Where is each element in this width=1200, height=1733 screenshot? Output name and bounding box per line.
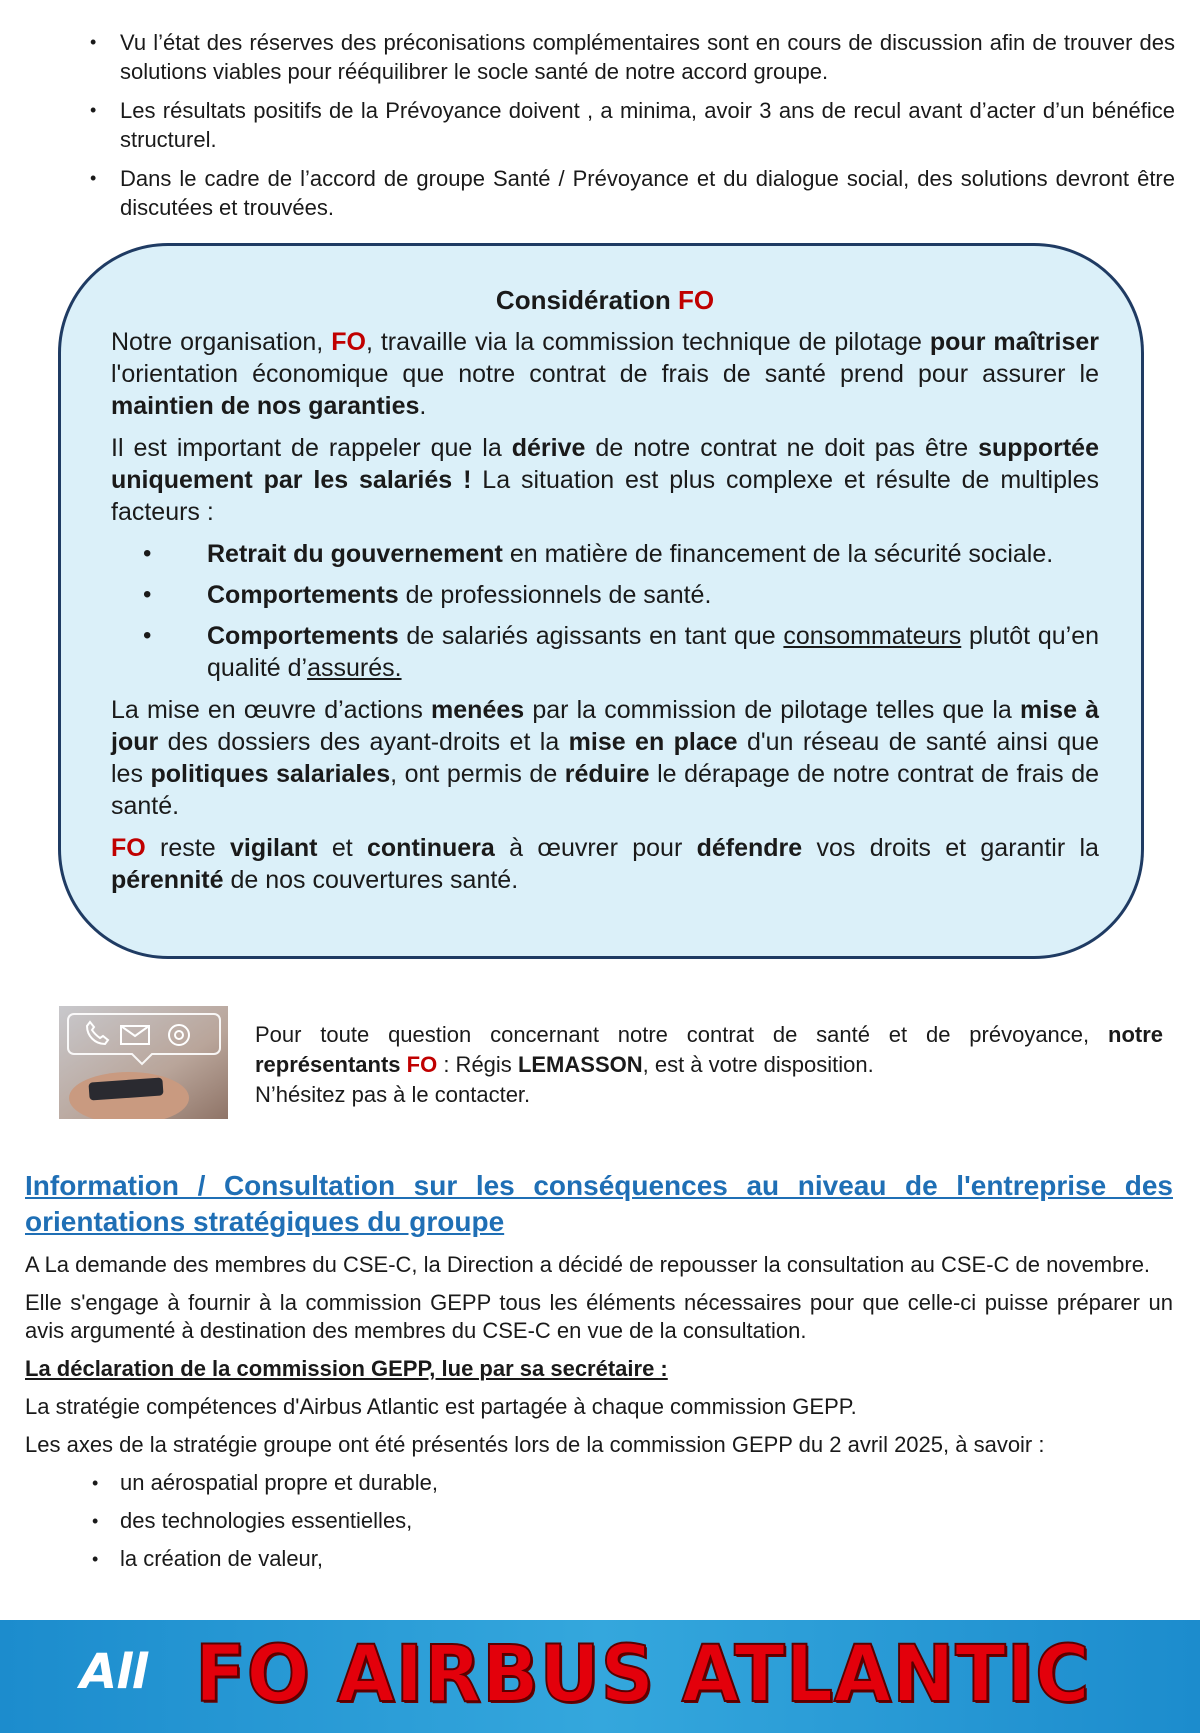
paragraph: A La demande des membres du CSE-C, la Direction a décidé de repousser la consultation au CSE-C de novembre. — [25, 1252, 1151, 1277]
list-item: • Dans le cadre de l’accord de groupe Santé / Prévoyance et du dialogue social, des solutions devront être discutées et trouvées. — [90, 164, 1175, 222]
list-item: • la création de valeur, — [25, 1545, 1173, 1573]
list-item: • Retrait du gouvernement en matière de financement de la sécurité sociale. — [111, 538, 1099, 570]
paragraph: Elle s'engage à fournir à la commission GEPP tous les éléments nécessaires pour que celle-ci puisse préparer un avis argumenté à destination des membres du CSE-C en vue de la consultation. — [25, 1290, 1173, 1343]
consideration-fo-box — [58, 243, 1144, 959]
strategy-axes-list — [25, 1469, 1173, 1573]
box-paragraph: FO reste vigilant et continuera à œuvrer pour défendre vos droits et garantir la pérennité de nos couvertures santé. — [111, 834, 1099, 894]
intro-bullet-list — [90, 28, 1175, 232]
list-item: • Vu l’état des réserves des préconisations complémentaires sont en cours de discussion afin de trouver des solutions viables pour rééquilibrer le socle santé de notre accord groupe. — [90, 28, 1175, 86]
factors-list — [111, 538, 1099, 684]
paragraph: La stratégie compétences d'Airbus Atlantic est partagée à chaque commission GEPP. — [25, 1394, 857, 1419]
contact-text: Pour toute question concernant notre contrat de santé et de prévoyance, notre représentants FO : Régis LEMASSON, est à votre disposition. N’hésitez pas à le contacter. — [255, 1022, 1163, 1107]
list-item: • un aérospatial propre et durable, — [25, 1469, 1173, 1497]
box-paragraph: Il est important de rappeler que la dérive de notre contrat ne doit pas être supportée uniquement par les salariés ! La situation est plus complexe et résulte de multiples facteurs : — [111, 434, 1099, 526]
footer-banner — [0, 1620, 1200, 1733]
declaration-heading: La déclaration de la commission GEPP, lue par sa secrétaire : — [25, 1356, 668, 1381]
section-body — [25, 1251, 1173, 1583]
list-item: • Les résultats positifs de la Prévoyance doivent , a minima, avoir 3 ans de recul avant d’acter d’un bénéfice structurel. — [90, 96, 1175, 154]
list-item: • Comportements de salariés agissants en tant que consommateurs plutôt qu’en qualité d’assurés. — [111, 620, 1099, 684]
box-paragraph: Notre organisation, FO, travaille via la commission technique de pilotage pour maîtriser l'orientation économique que notre contrat de frais de santé prend pour assurer le maintien de nos garanties. — [111, 328, 1100, 420]
paragraph: Les axes de la stratégie groupe ont été présentés lors de la commission GEPP du 2 avril 2025, à savoir : — [25, 1432, 1045, 1457]
contact-phone-image — [59, 1006, 228, 1119]
footer-all-label: All — [80, 1644, 148, 1700]
footer-brand-title: FO AIRBUS ATLANTIC — [195, 1630, 1091, 1720]
section-title: Information / Consultation sur les conséquences au niveau de l'entreprise des orientations stratégiques du groupe — [25, 1170, 1173, 1237]
list-item: • Comportements de professionnels de santé. — [111, 579, 1099, 611]
box-title: Considération FO — [495, 285, 715, 315]
fo-label: FO — [677, 285, 715, 315]
box-paragraph: La mise en œuvre d’actions menées par la commission de pilotage telles que la mise à jour des dossiers des ayant-droits et la mise en place d'un réseau de santé ainsi que les politiques salariales, ont permis de réduire le dérapage de notre contrat de frais de santé. — [111, 696, 1100, 820]
list-item: • des technologies essentielles, — [25, 1507, 1173, 1535]
